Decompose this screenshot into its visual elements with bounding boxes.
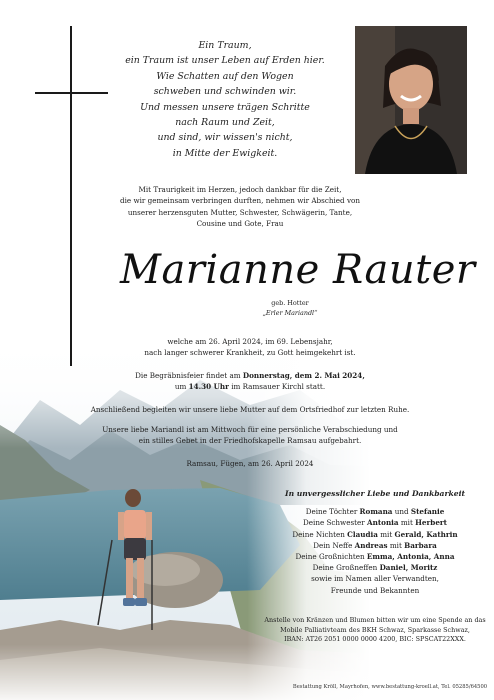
farewell-line: Unsere liebe Mariandl ist am Mittwoch für eine persönliche Verabschiedung und	[102, 425, 398, 434]
cross-icon-bar	[35, 92, 108, 94]
mourners-heading: In unvergesslicher Liebe und Dankbarkeit	[285, 489, 465, 498]
funeral-line-2: um 14.30 Uhr im Ramsauer Kirchl statt.	[174, 382, 326, 392]
poem-line: schweben und schwinden wir.	[153, 86, 297, 98]
poem-line: und sind, wir wissen's nicht,	[157, 132, 293, 144]
farewell-line: ein stilles Gebet in der Friedhofskapelle Ramsau aufgebahrt.	[138, 436, 362, 446]
donation-line: Mobile Palliativteam des BKH Schwaz, Sparkasse Schwaz,	[280, 625, 470, 634]
mourner-others: Freunde und Bekannten	[330, 585, 420, 595]
intro-line: unserer herzensguten Mutter, Schwester, Schwägerin, Tante,	[127, 207, 353, 217]
burial-notice	[60, 404, 440, 415]
mourner-nieces: Deine Nichten Claudia mit Gerald, Kathrin	[292, 529, 458, 539]
maiden-name: geb. Hotter	[271, 299, 309, 307]
intro-line: die wir gemeinsam verbringen durften, nehmen wir Abschied von	[120, 196, 360, 206]
funeral-notice	[80, 370, 420, 393]
poem-line: Und messen unsere trägen Schritte	[140, 101, 310, 113]
donation-line: Anstelle von Kränzen und Blumen bitten wir um eine Spende an das	[264, 616, 486, 624]
intro-line: Mit Traurigkeit im Herzen, jedoch dankbar für die Zeit,	[138, 185, 342, 194]
nickname: „Erler Mariandl“	[262, 309, 318, 317]
donation-line: IBAN: AT26 2051 0000 0000 4200, BIC: SPSCAT22XXX.	[284, 635, 466, 644]
donation-note	[255, 616, 494, 645]
funeral-line-1: Die Begräbnisfeier findet am Donnerstag, dem 2. Mai 2024,	[135, 371, 365, 380]
cross-icon	[70, 26, 72, 366]
mourner-sister: Deine Schwester Antonia mit Herbert	[303, 518, 447, 528]
mourner-nephew: Dein Neffe Andreas mit Barbara	[313, 540, 437, 550]
place-date	[80, 458, 420, 469]
mourners-list	[260, 488, 490, 596]
death-notice	[80, 336, 420, 359]
poem-line: Wie Schatten auf den Wogen	[156, 70, 294, 82]
death-line: nach langer schwerer Krankheit, zu Gott heimgekehrt ist.	[144, 348, 356, 358]
burial-line: Anschließend begleiten wir unsere liebe Mutter auf dem Ortsfriedhof zur letzten Ruhe.	[90, 405, 410, 414]
poem-line: Ein Traum,	[198, 40, 252, 51]
poem	[110, 38, 340, 161]
intro-text	[90, 184, 390, 230]
death-line: welche am 26. April 2024, im 69. Lebensjahr,	[167, 337, 333, 346]
place-date-line: Ramsau, Fügen, am 26. April 2024	[186, 459, 314, 468]
mourner-grandnephews: Deine Großneffen Daniel, Moritz	[312, 563, 438, 573]
funeral-home-footer: Bestattung Kröll, Mayrhofen, www.bestattung-kroell.at, Tel. 05285/64500	[292, 684, 488, 690]
mourner-grandnieces: Deine Großnichten Emma, Antonia, Anna	[295, 552, 455, 562]
mourner-others: sowie im Namen aller Verwandten,	[311, 574, 439, 584]
poem-line: nach Raum und Zeit,	[175, 117, 275, 129]
poem-line: ein Traum ist unser Leben auf Erden hier.	[125, 55, 325, 67]
deceased-name: Marianne Rauter	[120, 247, 476, 293]
mourner-daughters: Deine Töchter Romana und Stefanie	[305, 507, 445, 517]
portrait-photo	[355, 26, 467, 174]
poem-line: in Mitte der Ewigkeit.	[172, 147, 278, 159]
birth-name	[190, 298, 390, 318]
farewell-notice	[60, 424, 440, 447]
intro-line: Cousine und Gote, Frau	[196, 219, 284, 229]
